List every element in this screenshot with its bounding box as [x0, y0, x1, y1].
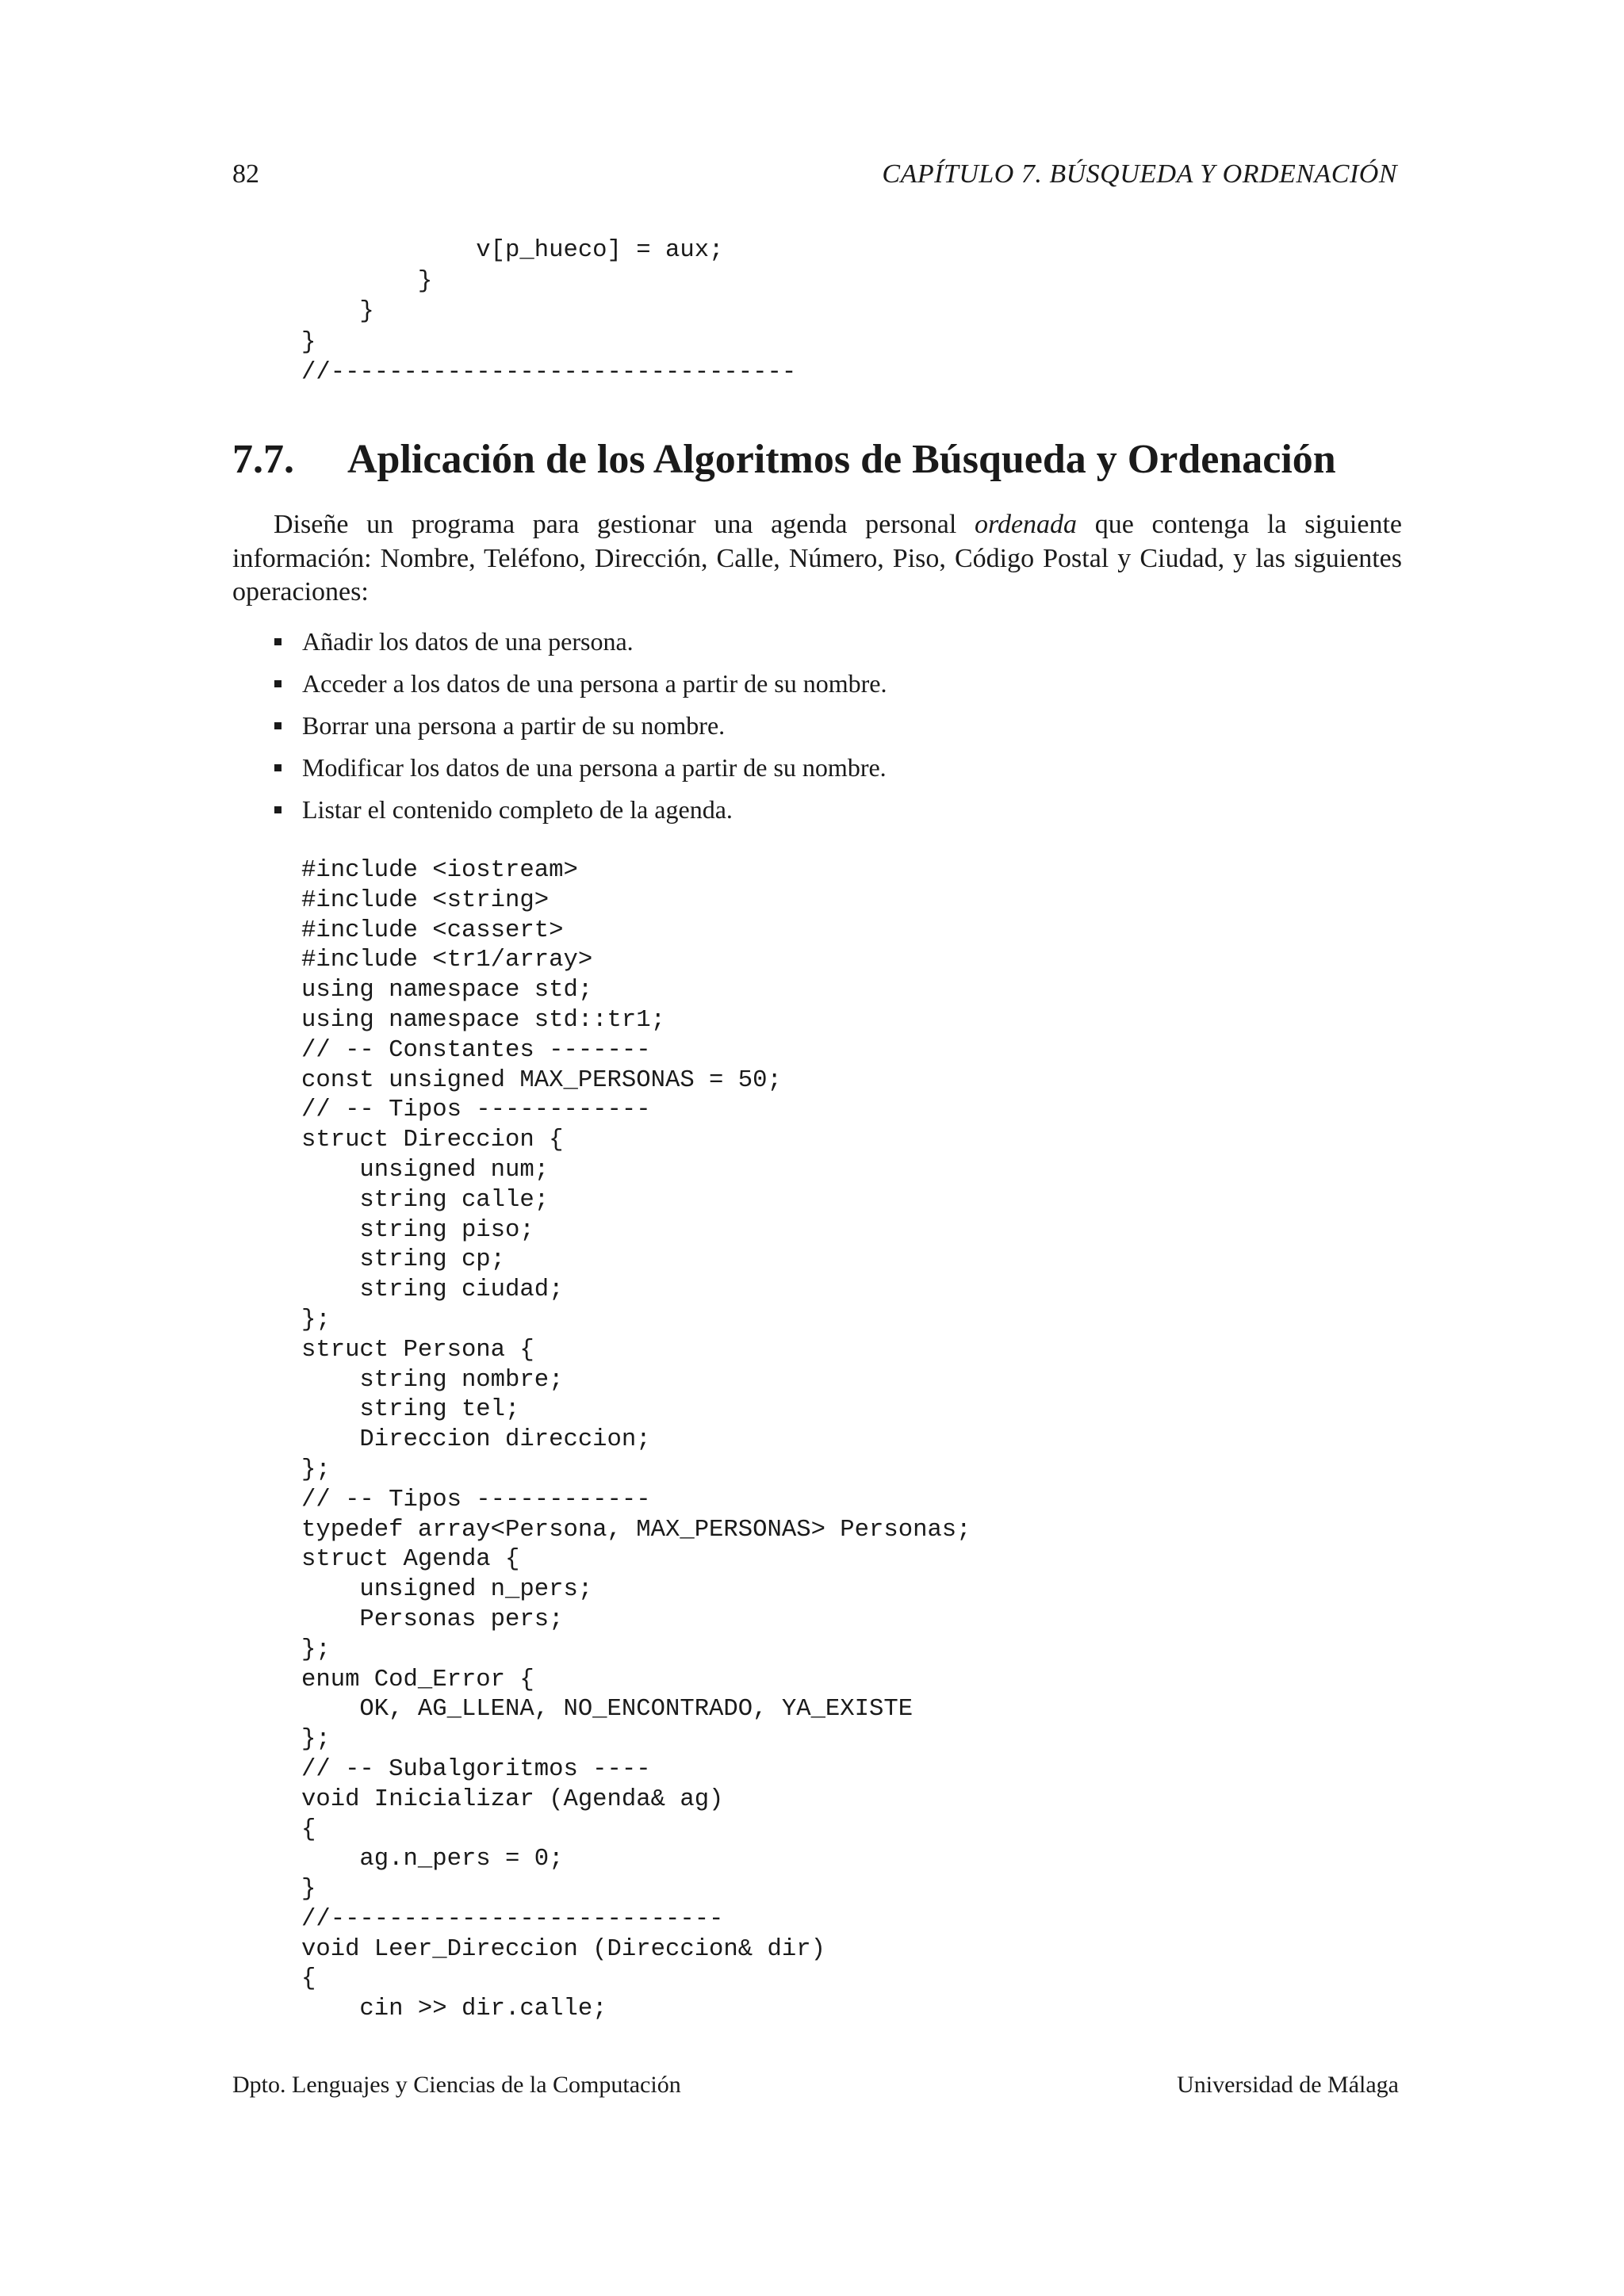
footer-department: Dpto. Lenguajes y Ciencias de la Computación [232, 2072, 681, 2098]
list-item [274, 792, 887, 834]
list-item [274, 750, 887, 792]
list-item [274, 708, 887, 750]
code-block-continuation: v[p_hueco] = aux; } } } //-------------------------------- [301, 237, 797, 387]
running-header: CAPÍTULO 7. BÚSQUEDA Y ORDENACIÓN [882, 159, 1397, 189]
bullet-square-icon [274, 680, 282, 687]
list-item-text: Modificar los datos de una persona a partir de su nombre. [302, 753, 887, 782]
page-number: 82 [232, 159, 259, 189]
bullet-square-icon [274, 722, 282, 729]
code-listing: #include <iostream> #include <string> #include <cassert> #include <tr1/array> using namespace std; using namespace std::tr1; // -- Constantes ------- const unsigned MAX_PERSONAS = 50; // -- Tipos ------------ struct Direccion { unsigned num; string calle; string piso; string cp; string ciudad; }; struct Persona { string nombre; string tel; Direccion direccion; }; // -- Tipos ------------ typedef array<Persona, MAX_PERSONAS> Personas; struct Agenda { unsigned n_pers; Personas pers; }; enum Cod_Error { OK, AG_LLENA, NO_ENCONTRADO, YA_EXISTE }; // -- Subalgoritmos ---- void Inicializar (Agenda& ag) { ag.n_pers = 0; } //--------------------------- void Leer_Direccion (Direccion& dir) { cin >> dir.calle; [301, 857, 971, 2023]
section-number: 7.7. [232, 437, 294, 482]
intro-paragraph [232, 508, 1402, 610]
bullet-square-icon [274, 764, 282, 771]
list-item-text: Borrar una persona a partir de su nombre. [302, 711, 726, 740]
footer-university: Universidad de Málaga [1177, 2072, 1399, 2098]
bullet-square-icon [274, 638, 282, 645]
intro-emphasis: ordenada [975, 510, 1078, 539]
list-item [274, 666, 887, 708]
list-item [274, 624, 887, 666]
section-heading [232, 432, 1336, 488]
intro-text-after: que contenga la siguiente información: Nombre, Teléfono, Dirección, Calle, Número, Piso, Código Postal y Ciudad, y las siguientes operaciones: [232, 510, 1402, 607]
section-title: Aplicación de los Algoritmos de Búsqueda y Ordenación [347, 437, 1336, 482]
list-item-text: Listar el contenido completo de la agenda. [302, 795, 733, 824]
intro-text-before: Diseñe un programa para gestionar una agenda personal [274, 510, 975, 539]
bullet-square-icon [274, 806, 282, 813]
list-item-text: Acceder a los datos de una persona a partir de su nombre. [302, 669, 887, 698]
list-item-text: Añadir los datos de una persona. [302, 627, 634, 656]
operations-list [274, 624, 887, 834]
